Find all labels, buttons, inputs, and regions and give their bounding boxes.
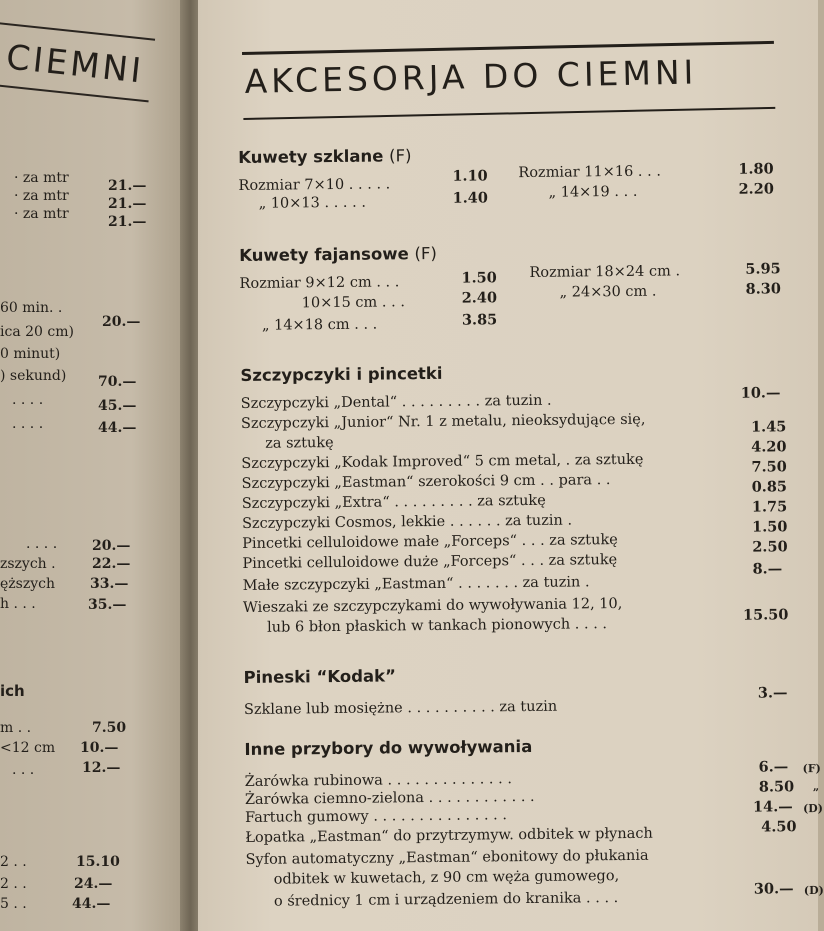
left-line: zszych . — [0, 556, 56, 572]
list-item: lub 6 błon płaskich w tankach pionowych . . . . — [267, 616, 608, 636]
price: 3.— — [757, 684, 788, 702]
list-item: 10×15 cm . . . — [301, 294, 405, 312]
header-rule-bottom — [243, 107, 775, 120]
list-item: Szczypczyki „Extra“ . . . . . . . . . za sztukę — [241, 492, 546, 512]
catalog-content — [238, 134, 824, 910]
left-price: 22.— — [92, 556, 131, 572]
list-item: Szczypczyki „Kodak Improved“ 5 cm metal, . za sztukę — [241, 451, 644, 472]
left-price: 15.10 — [76, 854, 120, 870]
price: 1.45 — [750, 418, 787, 436]
price: 5.95 — [745, 260, 781, 278]
section-heading-szczypczyki: Szczypczyki i pincetki — [240, 363, 443, 385]
list-item: Fartuch gumowy . . . . . . . . . . . . . . . — [245, 807, 508, 826]
list-item: Rozmiar 18×24 cm . — [529, 263, 681, 281]
list-item: Syfon automatyczny „Eastman“ ebonitowy do płukania — [245, 847, 649, 868]
price: 2.40 — [461, 289, 498, 307]
section-heading-pineski: Pineski “Kodak” — [243, 666, 397, 687]
price: 10.— — [740, 384, 781, 402]
price: 15.50 — [742, 606, 789, 624]
section-heading-inne-przybory: Inne przybory do wywoływania — [244, 736, 533, 759]
left-price: 12.— — [82, 760, 121, 776]
list-item: Żarówka ciemno-zielona . . . . . . . . . . . . — [244, 788, 535, 808]
list-item: o średnicy 1 cm i urządzeniem do kranika . . . . — [273, 890, 619, 910]
left-line: 5 . . — [0, 896, 27, 912]
left-price: 45.— — [98, 398, 137, 414]
left-page-header — [0, 22, 155, 124]
left-price: 35.— — [88, 597, 127, 613]
price: 6.— — [758, 758, 789, 776]
price: 1.10 — [452, 167, 488, 185]
price: 1.80 — [738, 160, 774, 178]
left-line: · za mtr — [14, 188, 69, 204]
left-price: 21.— — [108, 196, 147, 212]
list-item: Szczypczyki „Junior“ Nr. 1 z metalu, nieoksydujące się, — [240, 411, 646, 432]
list-item: „ 10×13 . . . . . — [258, 194, 367, 212]
left-line: h . . . — [0, 596, 36, 612]
list-item: za sztukę — [265, 435, 334, 452]
price: 1.40 — [452, 189, 489, 207]
list-item: Szczypczyki „Eastman“ szerokości 9 cm . . para . . — [241, 472, 611, 492]
list-item: Rozmiar 11×16 . . . — [518, 163, 662, 182]
left-line: <12 cm — [0, 740, 56, 756]
left-price: 24.— — [74, 876, 113, 892]
left-line: 60 min. . — [0, 300, 63, 316]
left-line: 2 . . — [0, 876, 27, 892]
list-item: Pincetki celluloidowe duże „Forceps“ . . . za sztukę — [242, 552, 618, 572]
list-item: „ 14×18 cm . . . — [261, 316, 378, 334]
price: 0.85 — [751, 478, 788, 496]
left-line: 0 minut) — [0, 346, 61, 362]
left-price: 7.50 — [92, 720, 127, 736]
left-line: · za mtr — [14, 206, 69, 222]
list-item: Łopatka „Eastman“ do przytrzymyw. odbitek w płynach — [245, 825, 653, 846]
price: 1.75 — [751, 498, 788, 516]
list-item: Szczypczyki Cosmos, lekkie . . . . . . za tuzin . — [241, 512, 573, 532]
left-price: 20.— — [102, 314, 141, 330]
left-price: 44.— — [72, 896, 111, 912]
left-price: 44.— — [98, 420, 137, 436]
left-page — [0, 0, 188, 931]
price: 4.50 — [761, 818, 797, 836]
price: 8.30 — [745, 280, 782, 298]
list-item: Szklane lub mosiężne . . . . . . . . . . za tuzin — [243, 698, 558, 718]
section-heading-kuwety-szklane: Kuwety szklane (F) — [238, 146, 412, 167]
list-item: Wieszaki ze szczypczykami do wywoływania 12, 10, — [242, 596, 623, 616]
page-header — [242, 41, 775, 128]
price: 2.50 — [752, 538, 788, 556]
list-item: „ 24×30 cm . — [559, 283, 657, 301]
list-item: Małe szczypczyki „Eastman“ . . . . . . . za tuzin . — [242, 574, 590, 594]
price: 14.— — [752, 798, 793, 816]
price: 7.50 — [751, 458, 787, 476]
supplier-mark: „ — [812, 779, 820, 794]
left-line: . . . . — [26, 536, 58, 552]
list-item: Szczypczyki „Dental“ . . . . . . . . . za tuzin . — [240, 392, 552, 412]
left-line: . . . . — [12, 416, 44, 432]
list-item: „ 14×19 . . . — [548, 183, 638, 201]
price: 4.20 — [751, 438, 787, 456]
left-line: m . . — [0, 720, 32, 736]
price: 1.50 — [461, 269, 497, 287]
list-item: Rozmiar 7×10 . . . . . — [238, 176, 391, 194]
list-item: odbitek w kuwetach, z 90 cm węża gumowego, — [273, 868, 620, 888]
left-line: . . . — [12, 762, 35, 778]
supplier-mark: (F) — [802, 761, 821, 776]
left-line: ) sekund) — [0, 368, 67, 384]
price: 3.85 — [461, 311, 498, 329]
price: 1.50 — [751, 518, 788, 536]
supplier-mark: (D) — [802, 801, 824, 816]
left-price: 33.— — [90, 576, 129, 592]
left-line: . . . . — [12, 392, 44, 408]
left-price: 70.— — [98, 374, 137, 390]
left-line: ęższych — [0, 576, 55, 592]
list-item: Żarówka rubinowa . . . . . . . . . . . . . . — [244, 771, 512, 790]
left-price: 10.— — [80, 740, 119, 756]
left-bold-fragment: ich — [0, 682, 25, 700]
list-item: Rozmiar 9×12 cm . . . — [239, 274, 400, 292]
left-page-title: CIEMNI — [4, 37, 146, 92]
left-line: 2 . . — [0, 854, 27, 870]
left-price: 20.— — [92, 538, 131, 554]
left-price: 21.— — [108, 214, 147, 230]
price: 30.— — [753, 880, 794, 898]
list-item: Pincetki celluloidowe małe „Forceps“ . . . za sztukę — [242, 532, 618, 552]
price: 8.50 — [758, 778, 795, 796]
header-rule-top — [0, 22, 155, 41]
left-line: · za mtr — [14, 170, 69, 186]
right-page — [198, 0, 824, 931]
left-line: ica 20 cm) — [0, 324, 74, 340]
page-title: AKCESORJA DO CIEMNI — [244, 52, 698, 101]
price: 2.20 — [738, 180, 774, 198]
price: 8.— — [752, 560, 783, 578]
section-heading-kuwety-fajansowe: Kuwety fajansowe (F) — [239, 243, 437, 265]
left-price: 21.— — [108, 178, 147, 194]
supplier-mark: (D) — [803, 883, 824, 898]
